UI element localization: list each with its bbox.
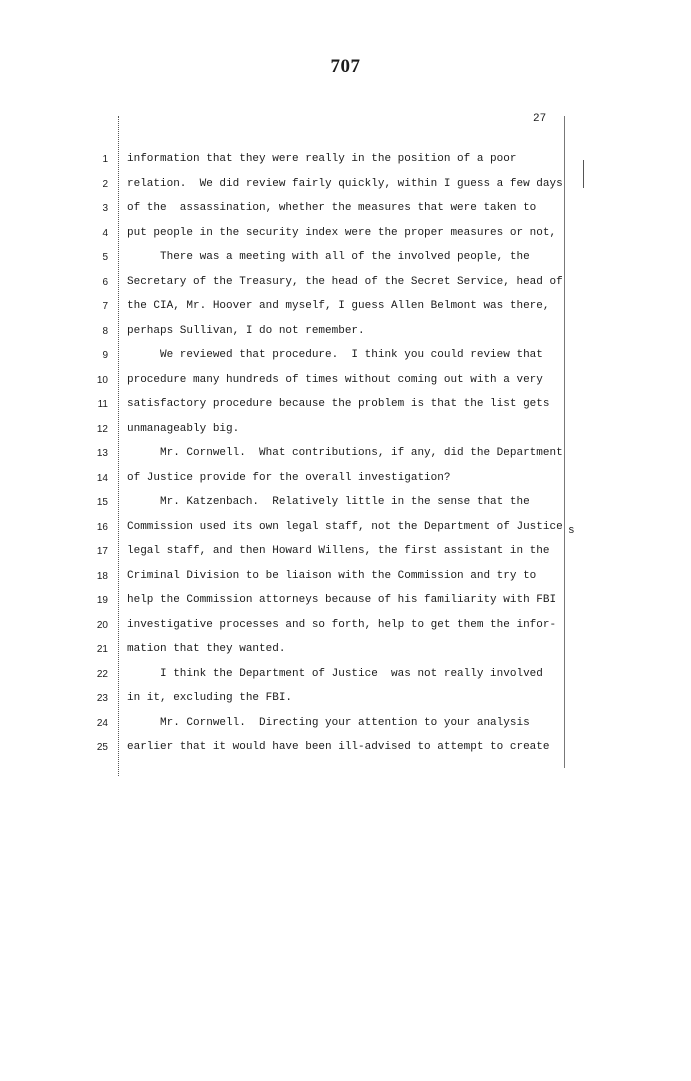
line-text: Secretary of the Treasury, the head of the Secret Service, head of <box>127 275 563 288</box>
line-text: I think the Department of Justice was not really involved <box>127 667 543 680</box>
line-text: earlier that it would have been ill-advised to attempt to create <box>127 741 550 753</box>
transcript-line <box>0 741 691 759</box>
transcript-line <box>0 472 691 490</box>
line-text: the CIA, Mr. Hoover and myself, I guess Allen Belmont was there, <box>127 300 550 312</box>
line-text: Criminal Division to be liaison with the Commission and try to <box>127 569 537 582</box>
transcript-line <box>0 423 691 441</box>
line-number: 22 <box>96 668 108 680</box>
transcript-line <box>0 545 691 563</box>
overflow-mark: s <box>568 525 575 537</box>
transcript-line <box>0 251 691 269</box>
transcript-line <box>0 521 691 539</box>
line-text: satisfactory procedure because the problem is that the list gets <box>127 398 550 410</box>
transcript-page-number: 27 <box>533 113 547 125</box>
line-number: 14 <box>96 472 108 484</box>
line-text: in it, excluding the FBI. <box>127 692 293 704</box>
line-number: 10 <box>96 374 108 386</box>
line-number: 24 <box>96 717 108 729</box>
line-text: legal staff, and then Howard Willens, the first assistant in the <box>127 545 550 557</box>
line-number: 6 <box>102 276 108 288</box>
line-number: 4 <box>102 227 108 239</box>
transcript-line <box>0 594 691 612</box>
line-number: 19 <box>96 595 108 606</box>
line-number: 1 <box>102 154 108 165</box>
transcript-line <box>0 153 691 171</box>
transcript-line <box>0 202 691 220</box>
transcript-line <box>0 619 691 637</box>
line-text: There was a meeting with all of the involved people, the <box>127 251 530 263</box>
line-number: 12 <box>96 423 108 435</box>
transcript-line <box>0 692 691 710</box>
line-number: 25 <box>96 742 108 753</box>
line-text: Mr. Cornwell. Directing your attention to your analysis <box>127 716 530 729</box>
transcript-line <box>0 374 691 392</box>
transcript-line <box>0 325 691 343</box>
line-text: of the assassination, whether the measures that were taken to <box>127 202 537 214</box>
line-number: 2 <box>102 178 108 190</box>
line-number: 5 <box>102 252 108 263</box>
line-number: 17 <box>96 546 108 557</box>
line-number: 3 <box>102 203 108 214</box>
transcript-line <box>0 276 691 294</box>
line-number: 20 <box>96 619 108 631</box>
transcript-line <box>0 447 691 465</box>
transcript-line <box>0 643 691 661</box>
line-text: information that they were really in the position of a poor <box>127 153 517 165</box>
transcript-line <box>0 349 691 367</box>
transcript-line <box>0 227 691 245</box>
line-text: We reviewed that procedure. I think you could review that <box>127 349 543 361</box>
transcript-line <box>0 496 691 514</box>
line-text: perhaps Sullivan, I do not remember. <box>127 324 365 337</box>
line-number: 13 <box>96 448 108 459</box>
line-number: 7 <box>102 301 108 312</box>
line-text: put people in the security index were the proper measures or not, <box>127 226 557 239</box>
line-number: 16 <box>96 521 108 533</box>
line-text: mation that they wanted. <box>127 643 286 655</box>
line-number: 11 <box>97 399 108 410</box>
line-number: 21 <box>96 644 108 655</box>
line-text: procedure many hundreds of times without coming out with a very <box>127 373 543 386</box>
line-text: investigative processes and so forth, help to get them the infor- <box>127 618 557 631</box>
line-text: Commission used its own legal staff, not the Department of Justice <box>127 520 563 533</box>
line-text: relation. We did review fairly quickly, within I guess a few days <box>127 177 563 190</box>
line-number: 18 <box>96 570 108 582</box>
line-text: Mr. Cornwell. What contributions, if any, did the Department <box>127 447 563 459</box>
transcript-line <box>0 178 691 196</box>
page-number: 707 <box>330 56 361 77</box>
transcript-line <box>0 398 691 416</box>
line-text: help the Commission attorneys because of his familiarity with FBI <box>127 594 557 606</box>
line-text: Mr. Katzenbach. Relatively little in the sense that the <box>127 496 530 508</box>
line-number: 23 <box>96 693 108 704</box>
line-text: unmanageably big. <box>127 422 240 435</box>
line-number: 8 <box>102 325 108 337</box>
transcript-line <box>0 300 691 318</box>
line-number: 15 <box>96 497 108 508</box>
transcript-line <box>0 570 691 588</box>
transcript-line <box>0 717 691 735</box>
line-text: of Justice provide for the overall investigation? <box>127 471 451 484</box>
line-number: 9 <box>102 350 108 361</box>
transcript-line <box>0 668 691 686</box>
